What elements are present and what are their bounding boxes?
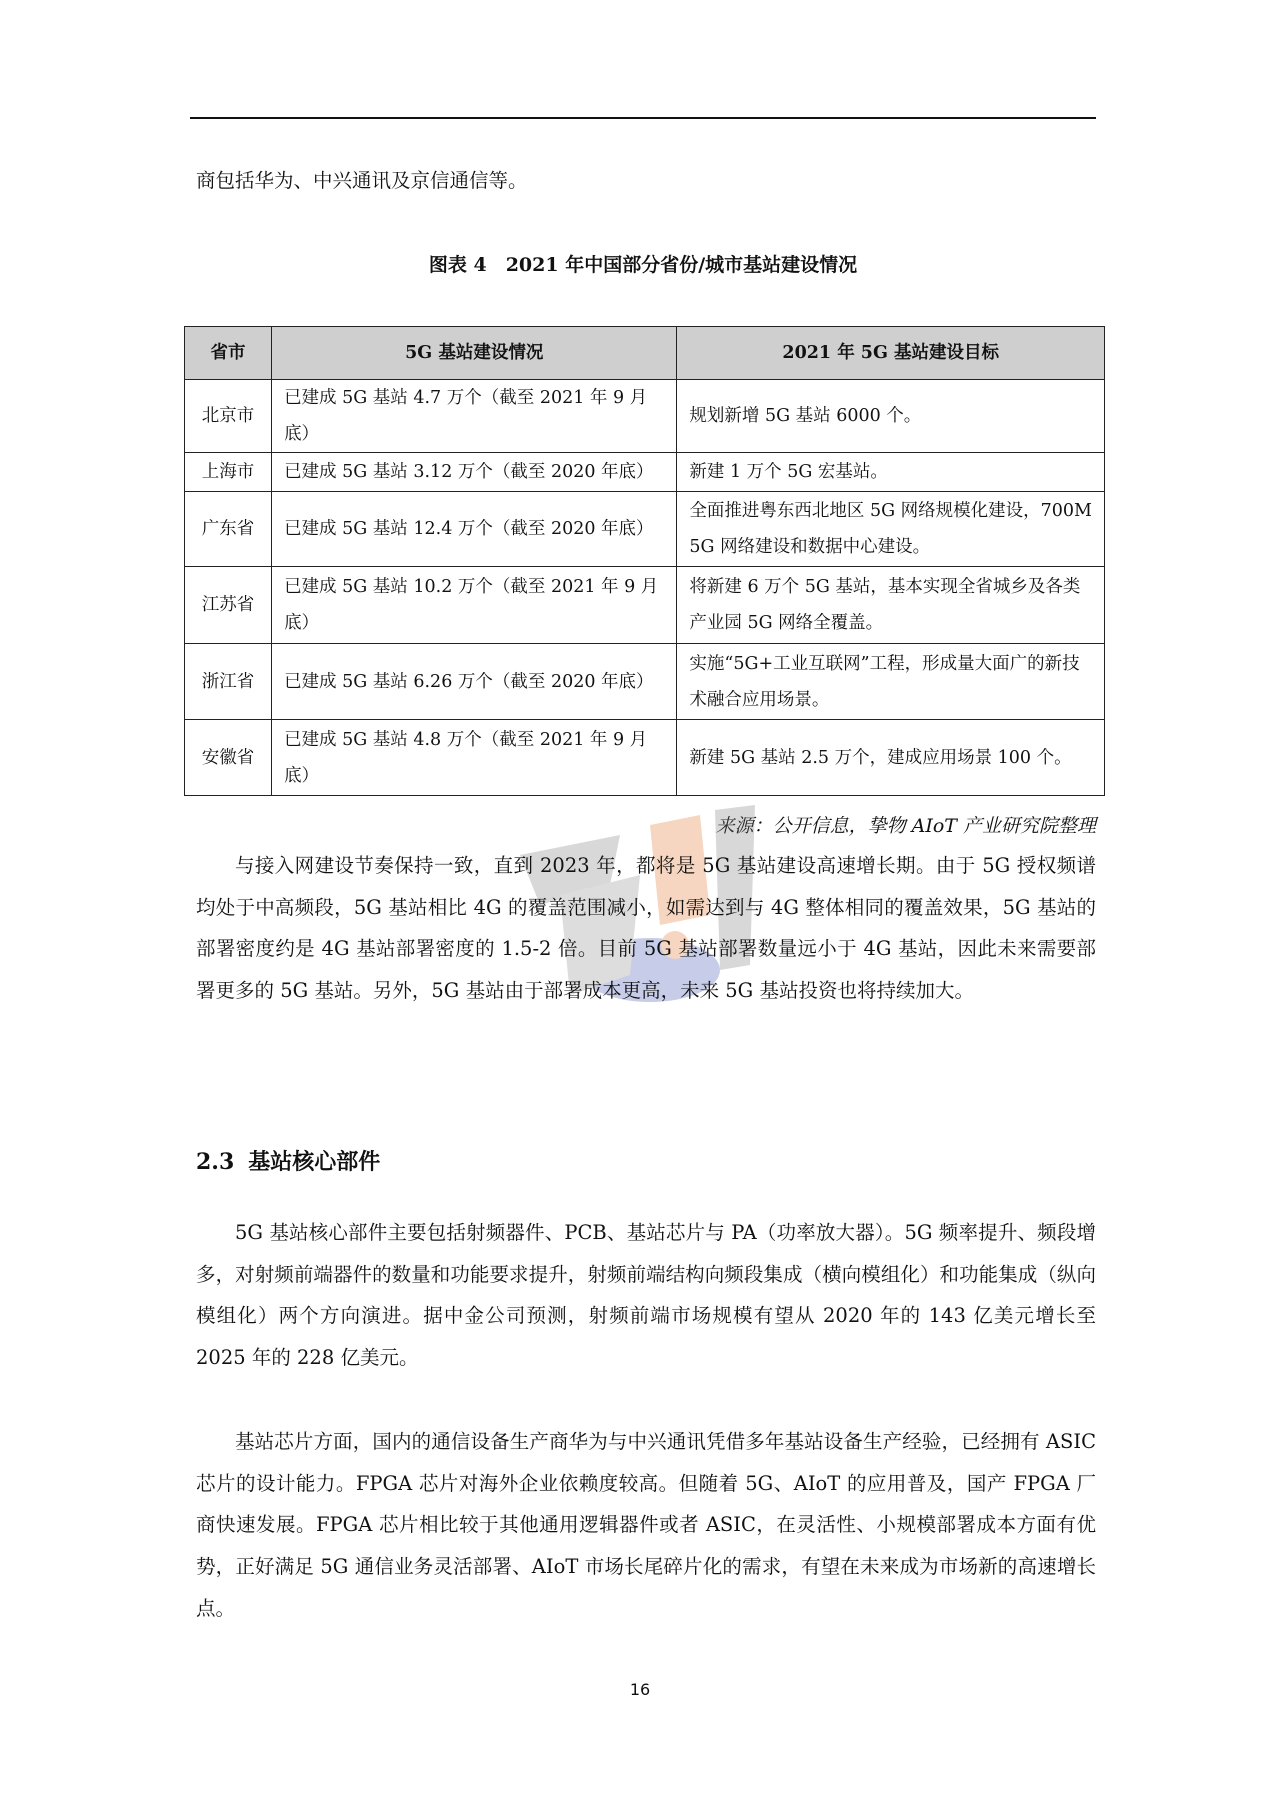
cell-status: 已建成 5G 基站 4.8 万个（截至 2021 年 9 月底） (272, 720, 677, 796)
intro-line: 商包括华为、中兴通讯及京信通信等。 (196, 169, 528, 192)
table-row (185, 720, 1105, 796)
table-row (185, 567, 1105, 644)
cell-target: 实施“5G+工业互联网”工程，形成量大面广的新技术融合应用场景。 (677, 644, 1105, 720)
paragraph-3: 基站芯片方面，国内的通信设备生产商华为与中兴通讯凭借多年基站设备生产经验，已经拥有 ASIC 芯片的设计能力。FPGA 芯片对海外企业依赖度较高。但随着 5G、AIoT 的应用普及，国产 FPGA 厂商快速发展。FPGA 芯片相比较于其他通用逻辑器件或者 ASIC，在灵活性、小规模部署成本方面有优势，正好满足 5G 通信业务灵活部署、AIoT 市场长尾碎片化的需求，有望在未来成为市场新的高速增长点。 (196, 1430, 1096, 1620)
cell-target: 将新建 6 万个 5G 基站，基本实现全省城乡及各类产业园 5G 网络全覆盖。 (677, 567, 1105, 644)
page-number: 16 (629, 1680, 651, 1699)
province-table (184, 326, 1105, 796)
column-header-target: 2021 年 5G 基站建设目标 (677, 327, 1105, 380)
column-header-status: 5G 基站建设情况 (272, 327, 677, 380)
cell-status: 已建成 5G 基站 3.12 万个（截至 2020 年底） (272, 453, 677, 492)
cell-target: 全面推进粤东西北地区 5G 网络规模化建设，700M 5G 网络建设和数据中心建设。 (677, 492, 1105, 567)
cell-province: 广东省 (185, 492, 272, 567)
cell-status: 已建成 5G 基站 12.4 万个（截至 2020 年底） (272, 492, 677, 567)
cell-status: 已建成 5G 基站 10.2 万个（截至 2021 年 9 月底） (272, 567, 677, 644)
source-note: 来源：公开信息，挚物 AIoT 产业研究院整理 (715, 815, 1096, 837)
cell-status: 已建成 5G 基站 6.26 万个（截至 2020 年底） (272, 644, 677, 720)
cell-target: 新建 1 万个 5G 宏基站。 (677, 453, 1105, 492)
cell-target: 规划新增 5G 基站 6000 个。 (677, 380, 1105, 453)
cell-status: 已建成 5G 基站 4.7 万个（截至 2021 年 9 月底） (272, 380, 677, 453)
table-row (185, 380, 1105, 453)
header-rule (190, 117, 1096, 119)
section-heading (196, 1145, 380, 1176)
table-row (185, 453, 1105, 492)
cell-province: 安徽省 (185, 720, 272, 796)
table-header-row (185, 327, 1105, 380)
cell-province: 上海市 (185, 453, 272, 492)
section-title: 基站核心部件 (248, 1149, 381, 1175)
column-header-province: 省市 (185, 327, 272, 380)
paragraph-2: 5G 基站核心部件主要包括射频器件、PCB、基站芯片与 PA（功率放大器）。5G 频率提升、频段增多，对射频前端器件的数量和功能要求提升，射频前端结构向频段集成（横向模组化）和功能集成（纵向模组化）两个方向演进。据中金公司预测，射频前端市场规模有望从 2020 年的 143 亿美元增长至 2025 年的 228 亿美元。 (196, 1221, 1096, 1370)
table-row (185, 492, 1105, 567)
cell-province: 北京市 (185, 380, 272, 453)
cell-province: 浙江省 (185, 644, 272, 720)
section-number: 2.3 (196, 1149, 235, 1175)
paragraph-1: 与接入网建设节奏保持一致，直到 2023 年，都将是 5G 基站建设高速增长期。由于 5G 授权频谱均处于中高频段，5G 基站相比 4G 的覆盖范围减小，如需达到与 4G 整体相同的覆盖效果，5G 基站的部署密度约是 4G 基站部署密度的 1.5-2 倍。目前 5G 基站部署数量远小于 4G 基站，因此未来需要部署更多的 5G 基站。另外，5G 基站由于部署成本更高，未来 5G 基站投资也将持续加大。 (196, 854, 1096, 1003)
cell-target: 新建 5G 基站 2.5 万个，建成应用场景 100 个。 (677, 720, 1105, 796)
cell-province: 江苏省 (185, 567, 272, 644)
figure-caption: 图表 4 2021 年中国部分省份/城市基站建设情况 (428, 254, 858, 276)
table-row (185, 644, 1105, 720)
